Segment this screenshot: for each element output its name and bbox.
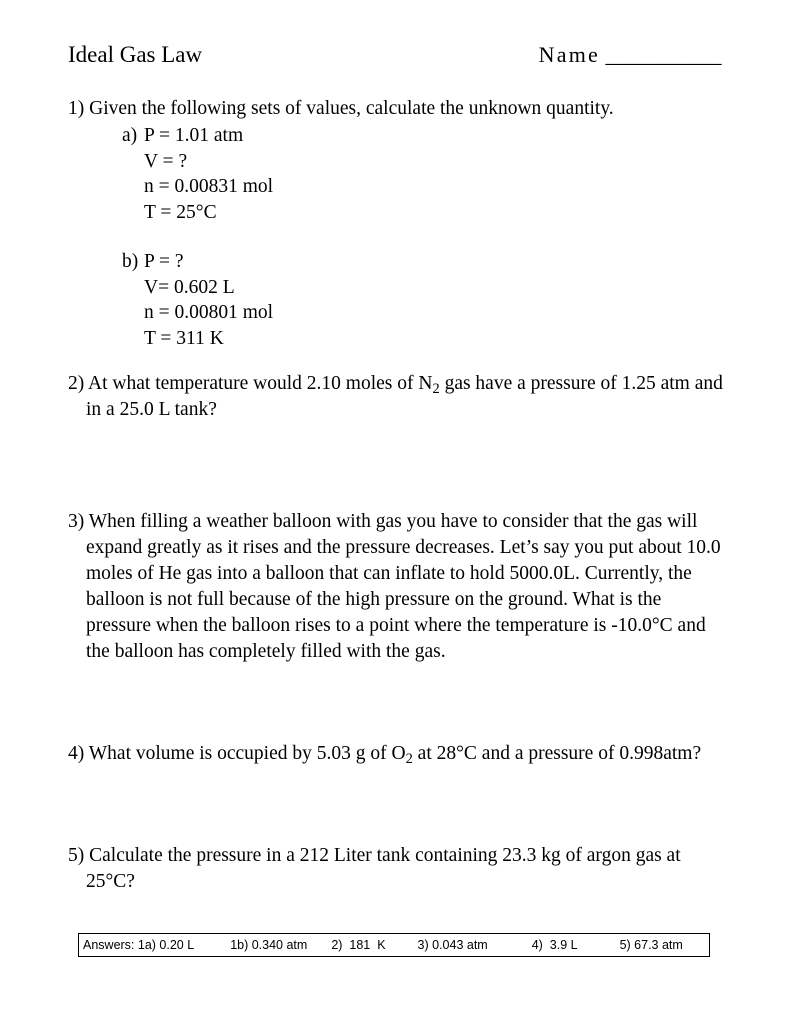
name-label: Name bbox=[538, 42, 600, 67]
part-b-marker: b) bbox=[122, 251, 139, 272]
problem-4-subscript: 2 bbox=[405, 751, 413, 768]
section-spacer bbox=[68, 423, 728, 509]
problem-1-part-a bbox=[68, 123, 728, 225]
section-spacer bbox=[68, 767, 728, 843]
problem-4 bbox=[68, 741, 728, 767]
page-header bbox=[68, 40, 723, 70]
problem-1-prompt: 1) Given the following sets of values, calculate the unknown quantity. bbox=[68, 98, 614, 119]
problem-3-text: 3) When filling a weather balloon with gas you have to consider that the gas will expand greatly as it rises and the pressure decreases. Let’s say you put about 10.0 moles of He gas into a balloon that can inflate to hold 5000.0L. Currently, the balloon is not full because of the high pressure on the ground. What is the pressure when the balloon rises to a point where the temperature is -10.0°C and the balloon has completely filled with the gas. bbox=[68, 511, 721, 662]
problem-1 bbox=[68, 96, 728, 351]
answer-item-5: 5) 67.3 atm bbox=[619, 938, 683, 952]
section-spacer bbox=[68, 351, 728, 371]
answer-item-1b: 1b) 0.340 atm bbox=[230, 938, 308, 952]
answer-item-1a: 1a) 0.20 L bbox=[137, 938, 195, 952]
section-spacer bbox=[68, 665, 728, 741]
answer-item-3: 3) 0.043 atm bbox=[417, 938, 488, 952]
problem-4-text-after: at 28°C and a pressure of 0.998atm? bbox=[412, 743, 702, 764]
name-blank-rule: ___________ bbox=[605, 42, 721, 67]
problem-4-text bbox=[68, 741, 728, 767]
part-a-marker: a) bbox=[122, 125, 138, 146]
problem-3 bbox=[68, 509, 728, 665]
problem-2-text-before: 2) At what temperature would 2.10 moles of N bbox=[68, 373, 433, 394]
answer-key-row bbox=[79, 938, 709, 952]
name-field bbox=[539, 40, 723, 70]
problem-1-part-b bbox=[68, 249, 728, 351]
part-a-line-pressure: P = 1.01 atm bbox=[144, 125, 244, 146]
problem-1-subparts bbox=[68, 123, 728, 351]
part-a-line-moles: n = 0.00831 mol bbox=[144, 176, 274, 197]
part-a-line-temperature: T = 25°C bbox=[144, 201, 217, 223]
problem-list bbox=[68, 96, 728, 895]
part-b-line-volume: V= 0.602 L bbox=[144, 276, 235, 298]
problem-2 bbox=[68, 371, 728, 423]
part-b-line-temperature: T = 311 K bbox=[144, 327, 224, 349]
part-b-line-moles: n = 0.00801 mol bbox=[144, 302, 274, 323]
problem-5-text: 5) Calculate the pressure in a 212 Liter tank containing 23.3 kg of argon gas at 25°C? bbox=[68, 845, 681, 892]
answer-item-2: 2) 181 K bbox=[331, 938, 386, 952]
page-title: Ideal Gas Law bbox=[68, 42, 203, 67]
part-b-line-pressure: P = ? bbox=[144, 251, 184, 272]
problem-2-text-after: gas have a pressure of 1.25 atm and in a 25.0 L tank? bbox=[86, 373, 723, 420]
part-a-line-volume: V = ? bbox=[144, 150, 188, 172]
problem-2-text bbox=[68, 371, 728, 423]
subpart-spacer bbox=[68, 225, 728, 249]
answer-key-label: Answers: bbox=[83, 938, 135, 952]
answer-item-4: 4) 3.9 L bbox=[531, 938, 578, 952]
problem-2-subscript: 2 bbox=[432, 381, 440, 398]
answer-key-box bbox=[78, 933, 710, 957]
problem-4-text-before: 4) What volume is occupied by 5.03 g of O bbox=[68, 743, 406, 764]
problem-5 bbox=[68, 843, 728, 895]
